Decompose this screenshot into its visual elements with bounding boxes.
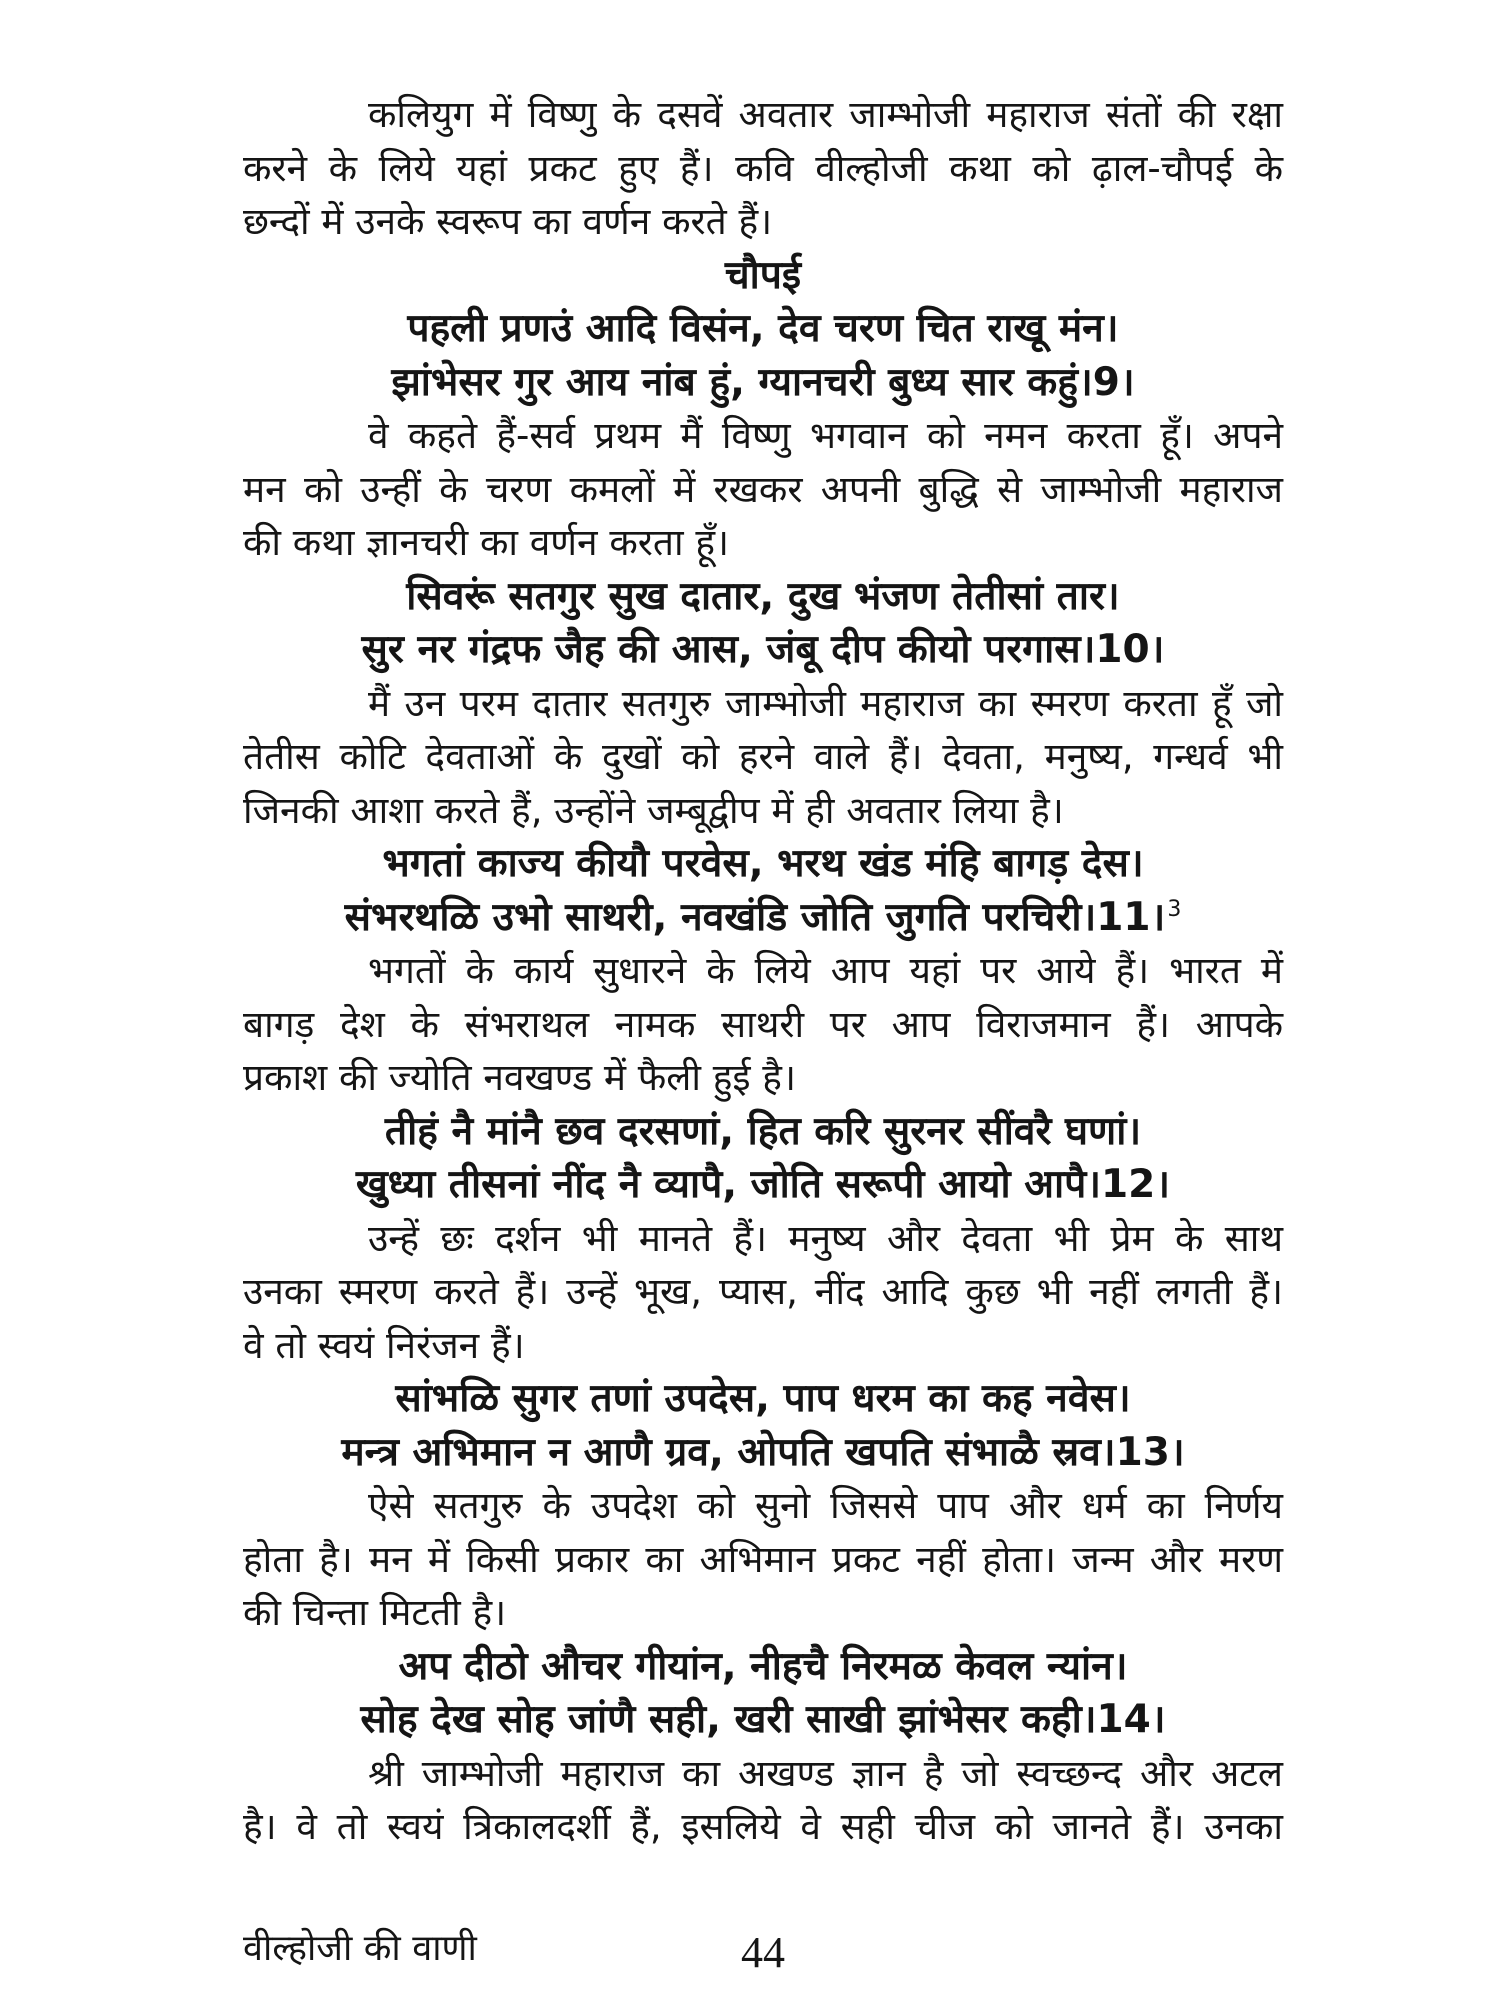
verse-line: झांभेसर गुर आय नांब हुं, ग्यानचरी बुध्य सार कहुं।9।	[391, 359, 1135, 405]
paragraph-line: मैं उन परम दातार सतगुरु जाम्भोजी महाराज का स्मरण करता हूँ जो	[368, 681, 1283, 725]
verse-line: सांभळि सुगर तणां उपदेस, पाप धरम का कह नवेस।	[395, 1376, 1131, 1421]
paragraph-line: ऐसे सतगुरु के उपदेश को सुनो जिससे पाप और धर्म का निर्णय	[368, 1484, 1283, 1527]
paragraph-line: श्री जाम्भोजी महाराज का अखण्ड ज्ञान है जो स्वच्छन्द और अटल	[368, 1751, 1283, 1795]
verse-couplet-13	[243, 1372, 1283, 1479]
paragraph-line: बागड़ देश के संभराथल नामक साथरी पर आप विराजमान हैं। आपके	[243, 1002, 1283, 1046]
paragraph-line: उनका स्मरण करते हैं। उन्हें भूख, प्यास, नींद आदि कुछ भी नहीं लगती हैं।	[243, 1270, 1283, 1313]
paragraph-line: वे तो स्वयं निरंजन हैं।	[243, 1323, 525, 1367]
verse-line-text: संभरथळि उभो साथरी, नवखंडि जोति जुगति परचिरी।11।	[344, 894, 1166, 940]
verse-line: खुध्या तीसनां नींद नै व्यापै, जोति सरूपी आयो आपै।12।	[355, 1162, 1171, 1207]
paragraph-line: है। वे तो स्वयं त्रिकालदर्शी हैं, इसलिये वे सही चीज को जानते हैं। उनका	[243, 1805, 1283, 1848]
verse-line: सुर नर गंद्रफ जैह की आस, जंबू दीप कीयो परगास।10।	[361, 627, 1165, 672]
page-number: 44	[741, 1928, 785, 1977]
verse-line: मन्त्र अभिमान न आणै ग्रव, ओपति खपति संभाळै स्रव।13।	[341, 1429, 1185, 1475]
paragraph-line: की कथा ज्ञानचरी का वर्णन करता हूँ।	[243, 521, 730, 564]
verse-couplet-10	[243, 570, 1283, 677]
paragraph-line: होता है। मन में किसी प्रकार का अभिमान प्रकट नहीं होता। जन्म और मरण	[243, 1537, 1283, 1581]
intro-paragraph	[243, 88, 1283, 249]
explanation-paragraph-13	[243, 1479, 1283, 1640]
paragraph-line: करने के लिये यहां प्रकट हुए हैं। कवि वील्होजी कथा को ढ़ाल-चौपई के	[243, 146, 1283, 190]
text-column	[243, 88, 1283, 1854]
verse-line: सोह देख सोह जांणै सही, खरी साखी झांभेसर कही।14।	[360, 1697, 1166, 1742]
paragraph-line: की चिन्ता मिटती है।	[243, 1591, 507, 1634]
paragraph-line: प्रकाश की ज्योति नवखण्ड में फैली हुई है।	[243, 1056, 796, 1099]
paragraph-line: तेतीस कोटि देवताओं के दुखों को हरने वाले हैं। देवता, मनुष्य, गन्धर्व भी	[243, 735, 1283, 778]
explanation-paragraph-10	[243, 677, 1283, 838]
verse-line: तीहं नै मांनै छव दरसणां, हित करि सुरनर सींवरै घणां।	[384, 1108, 1142, 1154]
paragraph-line: कलियुग में विष्णु के दसवें अवतार जाम्भोजी महाराज संतों की रक्षा	[368, 93, 1283, 136]
footnote-marker: 3	[1167, 896, 1182, 922]
explanation-paragraph-9	[243, 409, 1283, 570]
paragraph-line: उन्हें छः दर्शन भी मानते हैं। मनुष्य और देवता भी प्रेम के साथ	[368, 1216, 1283, 1260]
verse-couplet-9	[243, 302, 1283, 409]
explanation-paragraph-12	[243, 1212, 1283, 1373]
verse-line	[243, 891, 1283, 945]
paragraph-line: मन को उन्हीं के चरण कमलों में रखकर अपनी बुद्धि से जाम्भोजी महाराज	[243, 467, 1283, 511]
explanation-paragraph-14	[243, 1747, 1283, 1854]
verse-couplet-12	[243, 1105, 1283, 1212]
paragraph-line: भगतों के कार्य सुधारने के लिये आप यहां पर आये हैं। भारत में	[368, 949, 1283, 992]
explanation-paragraph-11	[243, 944, 1283, 1105]
verse-line: पहली प्रणउं आदि विसंन, देव चरण चित राखू मंन।	[407, 306, 1119, 351]
verse-line: भगतां काज्य कीयौ परवेस, भरथ खंड मंहि बागड़ देस।	[382, 841, 1144, 886]
paragraph-line: वे कहते हैं-सर्व प्रथम मैं विष्णु भगवान को नमन करता हूँ। अपने	[368, 414, 1283, 457]
section-heading: चौपई	[724, 252, 802, 298]
verse-line: सिवरूं सतगुर सुख दातार, दुख भंजण तेतीसां तार।	[406, 573, 1120, 619]
running-footer-title: वील्होजी की वाणी	[243, 1928, 477, 1969]
verse-line: अप दीठो औचर गीयांन, नीहचै निरमळ केवल न्यांन।	[398, 1643, 1128, 1689]
paragraph-line: जिनकी आशा करते हैं, उन्होंने जम्बूद्वीप में ही अवतार लिया है।	[243, 788, 1064, 832]
verse-couplet-14	[243, 1640, 1283, 1747]
paragraph-line: छन्दों में उनके स्वरूप का वर्णन करते हैं।	[243, 200, 773, 243]
verse-couplet-11	[243, 837, 1283, 944]
